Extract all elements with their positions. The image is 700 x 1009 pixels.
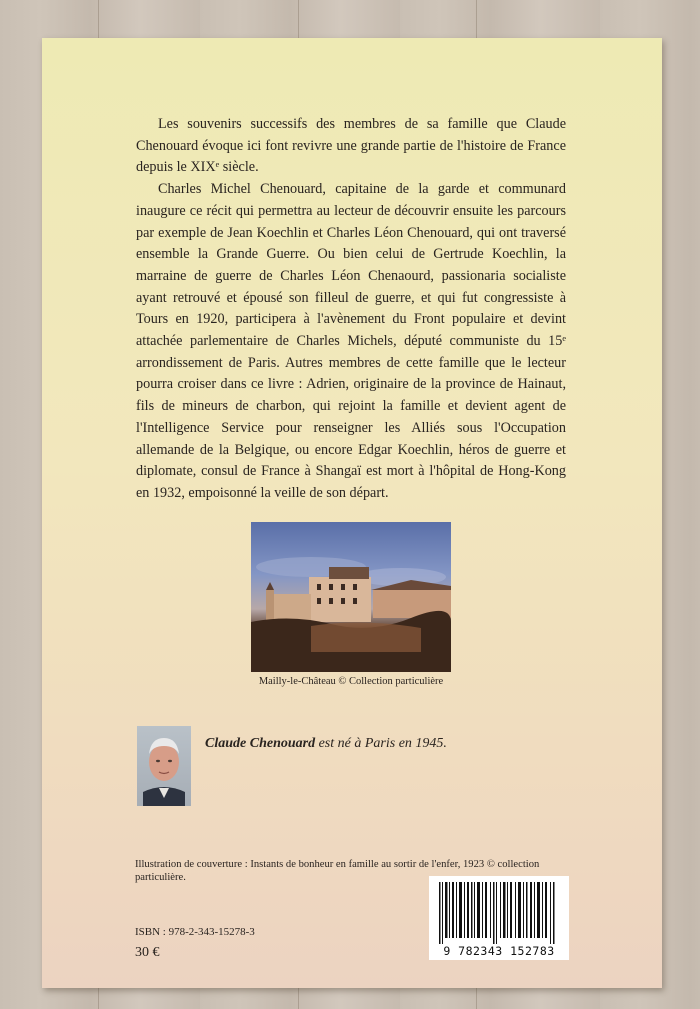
photo-caption: Mailly-le-Château © Collection particulière <box>258 676 444 687</box>
author-portrait <box>137 726 191 806</box>
castle-photo <box>251 522 451 672</box>
isbn-barcode <box>429 876 569 960</box>
author-bio <box>205 736 447 752</box>
blurb-paragraph-2: Charles Michel Chenouard, capitaine de la garde et communard inaugure ce récit qui permettra au lecteur de découvrir ensuite les parcours par exemple de Jean Koechlin et Charles Léon Chenouard, qui ont traversé ensemble la Grande Guerre. Ou bien celui de Gertrude Koechlin, la marraine de guerre de Charles Léon Chenaourd, passionaria socialiste ayant retrouvé et épousé son filleul de guerre, et qui fut congressiste à Tours en 1920, participera à l'avènement du Front populaire et devint attachée parlementaire de Charles Michels, député communiste du 15ᵉ arrondissement de Paris. Autres membres de cette famille que le lecteur pourra croiser dans ce livre : Adrien, originaire de la province de Hainaut, fils de mineurs de charbon, qui rejoint la famille et devient agent de l'Intelligence Service pour renseigner les Alliés sous l'Occupation allemande de la Belgique, ou encore Edgar Koechlin, héros de guerre et diplomate, consul de France à Shangaï est mort à l'hôpital de Hong-Kong en 1932, empoisonné la veille de son départ. <box>136 181 566 501</box>
isbn-number: ISBN : 978-2-343-15278-3 <box>135 926 255 938</box>
book-back-cover <box>42 38 662 988</box>
cover-illustration-credit: Illustration de couverture : Instants de bonheur en famille au sortir de l'enfer, 1923 © collection particulière. <box>135 859 540 883</box>
back-cover-blurb <box>136 114 566 505</box>
author-name: Claude Chenouard <box>205 736 316 751</box>
castle-illustration <box>251 522 451 672</box>
author-portrait-illustration <box>137 726 191 806</box>
price: 30 € <box>135 945 160 960</box>
author-bio-text: est né à Paris en 1945. <box>315 736 447 751</box>
blurb-paragraph-1: Les souvenirs successifs des membres de sa famille que Claude Chenouard évoque ici font revivre une grande partie de l'histoire de France depuis le XIXᵉ siècle. <box>136 116 566 176</box>
barcode-digits: 9 782343 152783 <box>443 944 555 958</box>
